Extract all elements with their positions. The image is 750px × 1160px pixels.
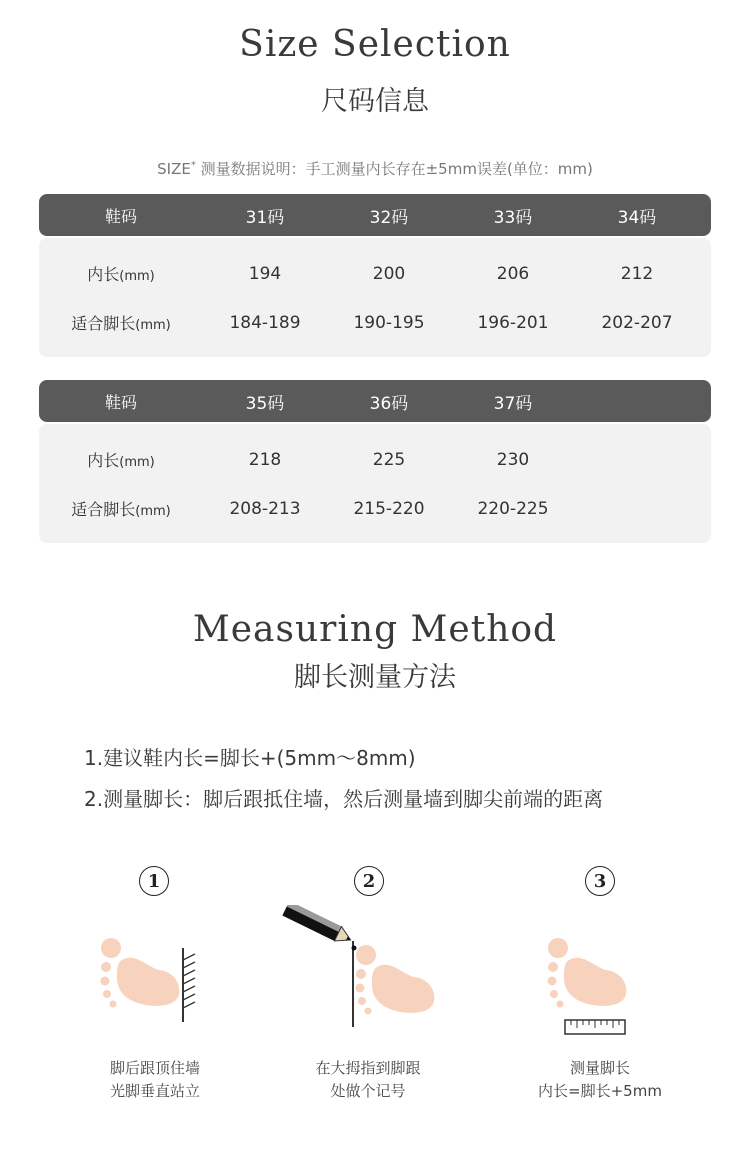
table-cell: 202-207: [601, 312, 673, 333]
table-cell: 206: [496, 263, 530, 284]
note-text: 测量数据说明：手工测量内长存在±5mm误差(单位：mm): [200, 160, 593, 178]
header-cell: 34码: [617, 207, 657, 228]
pencil-marking-illustration: [280, 905, 445, 1030]
measuring-method-title: Measuring Method: [192, 609, 558, 650]
header-cell: 36码: [369, 393, 409, 414]
table-body: [39, 238, 711, 357]
measuring-method-cn-title: 脚长测量方法: [294, 662, 456, 693]
table-cell: 196-201: [477, 312, 549, 333]
table-body: [39, 424, 711, 543]
step-number-2: 2: [354, 866, 384, 896]
table-cell: 215-220: [353, 498, 425, 519]
ruler-measure-illustration: [540, 930, 640, 1040]
figure-1-caption: 脚后跟顶住墙 光脚垂直站立: [109, 1059, 200, 1100]
table-row: [39, 497, 711, 520]
table-cell: 208-213: [229, 498, 301, 519]
row-label: 适合脚长(mm): [71, 314, 171, 333]
foot-against-wall-illustration: [95, 930, 205, 1025]
table-row: [39, 311, 711, 334]
size-table-2: [39, 380, 711, 543]
table-cell: 200: [372, 263, 406, 284]
header-cell: 鞋码: [104, 392, 137, 412]
header-cell: 32码: [369, 207, 409, 228]
table-cell: 230: [496, 449, 530, 470]
size-info-title: 尺码信息: [321, 86, 429, 117]
step-2-text: 2.测量脚长：脚后跟抵住墙，然后测量墙到脚尖前端的距离: [84, 787, 604, 811]
step-1-text: 1.建议鞋内长=脚长+(5mm～8mm): [84, 746, 416, 770]
table-cell: 194: [248, 263, 282, 284]
figure-2-caption: 在大拇指到脚跟 处做个记号: [315, 1059, 421, 1100]
table-cell: 190-195: [353, 312, 425, 333]
table-cell: 220-225: [477, 498, 549, 519]
note-mark: *: [190, 160, 196, 171]
table-header: [39, 194, 711, 236]
header-cell: 鞋码: [104, 206, 137, 226]
measurement-note: [0, 158, 750, 179]
step-number-1: 1: [139, 866, 169, 896]
row-label: 内长(mm): [87, 451, 155, 470]
figure-3-caption: 测量脚长 内长=脚长+5mm: [538, 1059, 662, 1100]
table-row: [39, 262, 711, 285]
note-prefix: SIZE: [157, 160, 191, 178]
table-cell: 218: [248, 449, 282, 470]
header-cell: 33码: [493, 207, 533, 228]
size-table-1: [39, 194, 711, 357]
table-cell: 212: [620, 263, 654, 284]
table-cell: 225: [372, 449, 406, 470]
step-number-3: 3: [585, 866, 615, 896]
table-cell: 184-189: [229, 312, 301, 333]
header-cell: 31码: [245, 207, 285, 228]
size-selection-title: Size Selection: [239, 24, 511, 65]
row-label: 内长(mm): [87, 265, 155, 284]
header-cell: 35码: [245, 393, 285, 414]
table-row: [39, 448, 711, 471]
header-cell: 37码: [493, 393, 533, 414]
row-label: 适合脚长(mm): [71, 500, 171, 519]
table-header: [39, 380, 711, 422]
